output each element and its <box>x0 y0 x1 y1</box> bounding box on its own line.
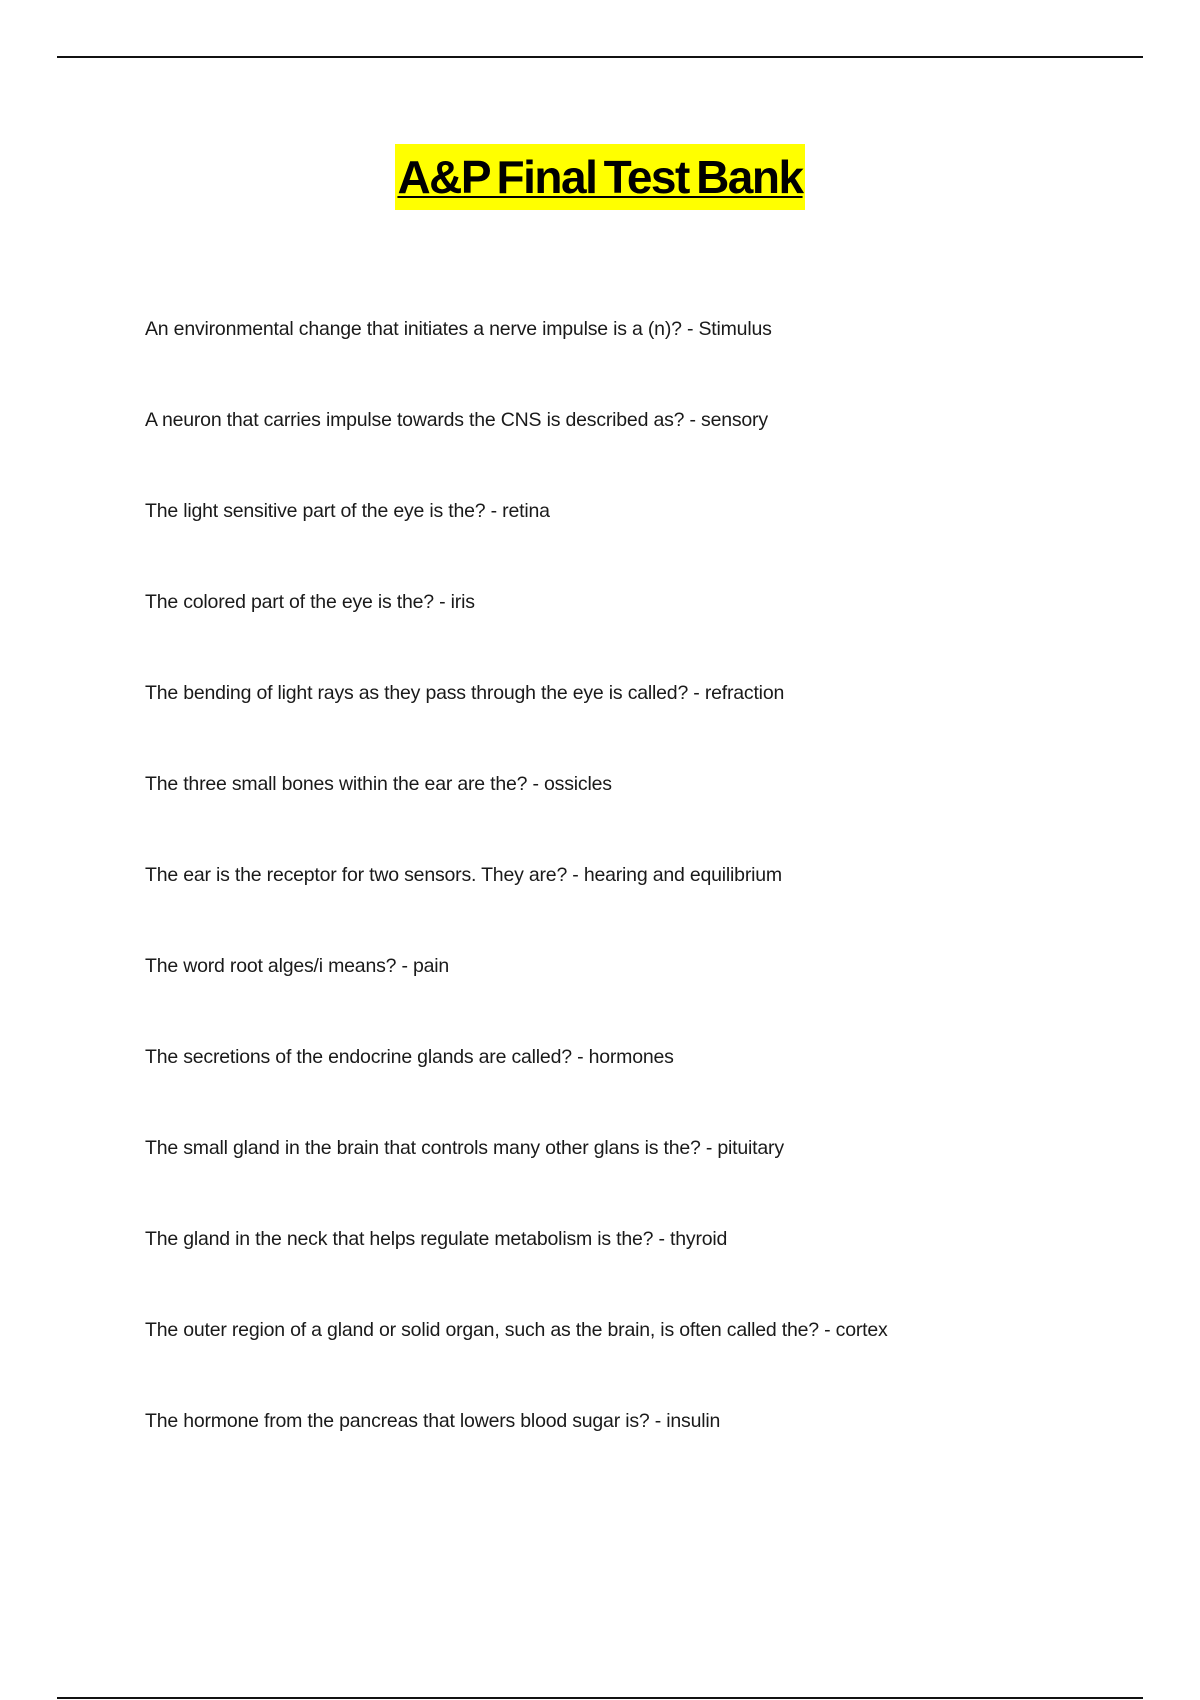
question-item: The light sensitive part of the eye is the? - retina <box>145 500 550 522</box>
header-rule <box>57 56 1143 58</box>
title-container <box>0 144 1200 210</box>
question-item: An environmental change that initiates a nerve impulse is a (n)? - Stimulus <box>145 318 772 340</box>
document-title: A&P Final Test Bank <box>395 144 804 210</box>
question-item: The small gland in the brain that controls many other glans is the? - pituitary <box>145 1137 784 1159</box>
footer-rule <box>57 1697 1143 1699</box>
question-list <box>145 314 1145 1497</box>
question-item: The bending of light rays as they pass through the eye is called? - refraction <box>145 682 785 704</box>
question-item: The outer region of a gland or solid organ, such as the brain, is often called the? - cortex <box>145 1319 888 1341</box>
question-item: The gland in the neck that helps regulate metabolism is the? - thyroid <box>145 1228 728 1250</box>
question-item: The word root alges/i means? - pain <box>145 955 450 977</box>
question-item: A neuron that carries impulse towards the CNS is described as? - sensory <box>145 409 768 431</box>
question-item: The ear is the receptor for two sensors. They are? - hearing and equilibrium <box>145 864 782 886</box>
question-item: The three small bones within the ear are the? - ossicles <box>145 773 612 795</box>
question-item: The hormone from the pancreas that lowers blood sugar is? - insulin <box>145 1410 721 1432</box>
question-item: The secretions of the endocrine glands are called? - hormones <box>145 1046 674 1068</box>
question-item: The colored part of the eye is the? - iris <box>145 591 475 613</box>
